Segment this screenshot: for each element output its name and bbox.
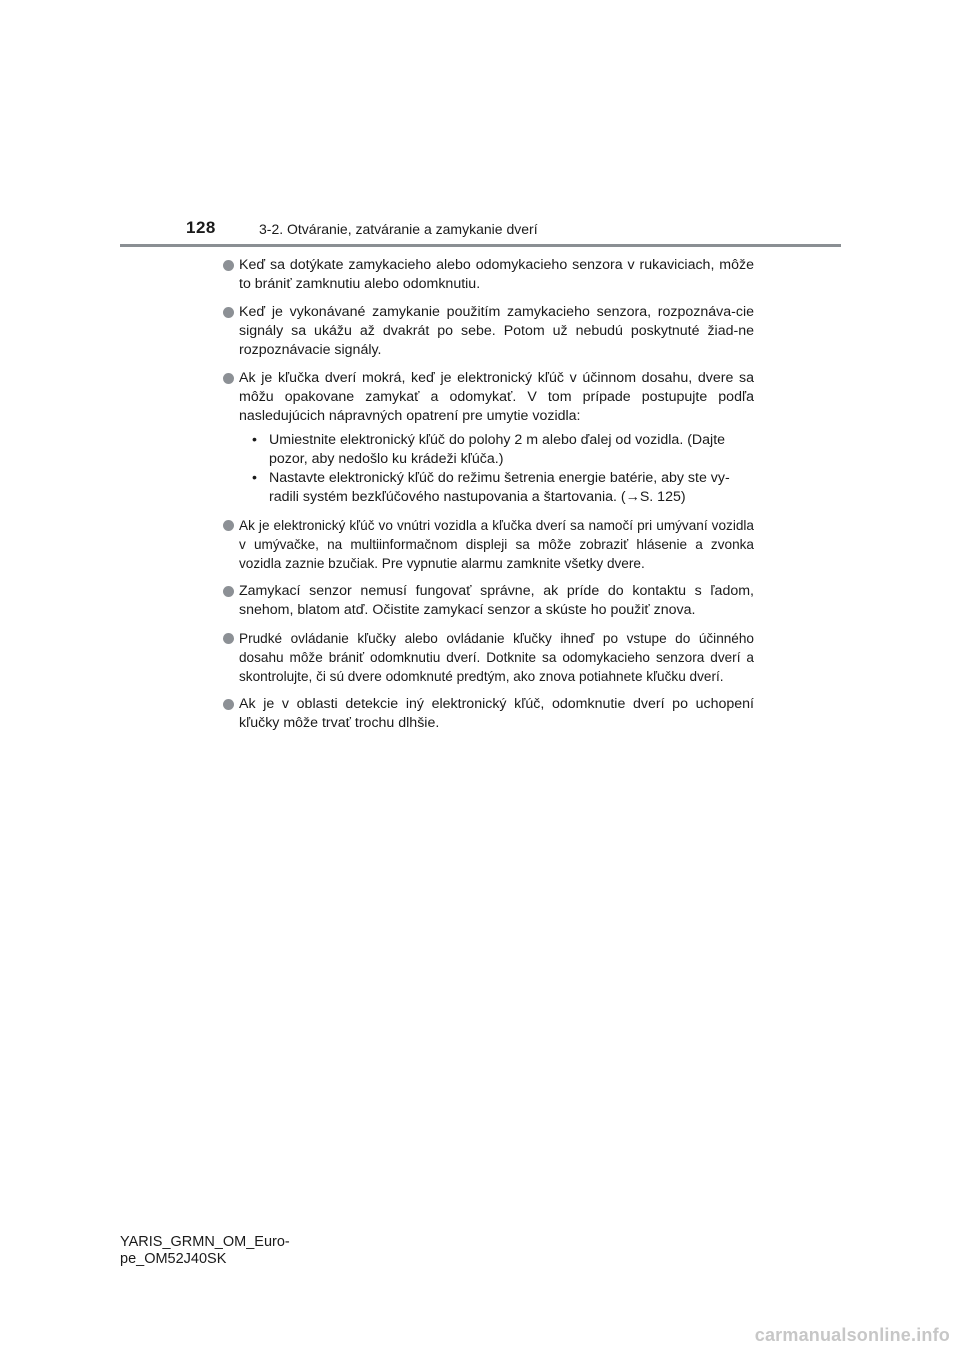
- page-number: 128: [186, 218, 216, 237]
- list-item: [222, 695, 754, 733]
- list-item: [222, 516, 754, 573]
- sub-bullet-marker: •: [252, 470, 257, 486]
- bullet-dot-icon: [223, 699, 234, 710]
- site-watermark: carmanualsonline.info: [754, 1325, 950, 1345]
- sub-list-item: [239, 431, 754, 469]
- list-item: [222, 369, 754, 507]
- list-item: [222, 256, 754, 294]
- document-code-line: YARIS_GRMN_OM_Euro-: [120, 1234, 290, 1250]
- bullet-dot-icon: [223, 520, 234, 531]
- bullet-dot-icon: [223, 633, 234, 644]
- sub-list-item-text: Nastavte elektronický kľúč do režimu šetrenia energie batérie, aby ste vy-radili systém bezkľúčového nastupovania a štartovania. (→S. 125): [269, 470, 730, 505]
- sub-list: [239, 431, 754, 507]
- bullet-dot-icon: [223, 373, 234, 384]
- list-item-text: Ak je kľučka dverí mokrá, keď je elektronický kľúč v účinnom dosahu, dvere sa môžu opakovane zamykať a odomykať. V tom prípade postupujte podľa nasledujúcich nápravných opatrení pre umytie vozidla:: [239, 370, 754, 424]
- bullet-dot-icon: [223, 260, 234, 271]
- list-item-text: Ak je elektronický kľúč vo vnútri vozidla a kľučka dverí sa namočí pri umývaní vozidla v umývačke, na multiinformačnom displeji sa môže zobraziť hlásenie a zvonka vozidla zaznie bzučiak. Pre vypnutie alarmu zamknite všetky dvere.: [239, 518, 754, 571]
- sub-bullet-marker: •: [252, 432, 257, 448]
- list-item-text: Zamykací senzor nemusí fungovať správne, ak príde do kontaktu s ľadom, snehom, blatom atď. Očistite zamykací senzor a skúste ho použiť znova.: [239, 583, 754, 618]
- list-item: [222, 303, 754, 360]
- list-item-text: Ak je v oblasti detekcie iný elektronický kľúč, odomknutie dverí po uchopení kľučky môže trvať trochu dlhšie.: [239, 696, 754, 731]
- document-code: [120, 1234, 290, 1268]
- sub-list-item: [239, 469, 754, 507]
- sub-list-item-text: Umiestnite elektronický kľúč do polohy 2 m alebo ďalej od vozidla. (Dajte pozor, aby nedošlo ku krádeži kľúča.): [269, 432, 726, 467]
- list-item: [222, 582, 754, 620]
- section-title: 3-2. Otváranie, zatváranie a zamykanie dverí: [259, 221, 538, 237]
- document-code-line: pe_OM52J40SK: [120, 1251, 227, 1267]
- bullet-dot-icon: [223, 586, 234, 597]
- header-divider: [120, 244, 841, 247]
- list-item-text: Prudké ovládanie kľučky alebo ovládanie kľučky ihneď po vstupe do účinného dosahu môže brániť odomknutiu dverí. Dotknite sa odomykacieho senzora dverí a skontrolujte, či sú dvere odomknuté predtým, ako znova potiahnete kľučku dverí.: [239, 631, 754, 684]
- bullet-dot-icon: [223, 307, 234, 318]
- list-item-text: Keď je vykonávané zamykanie použitím zamykacieho senzora, rozpoznáva-cie signály sa ukážu až dvakrát po sebe. Potom už nebudú poskytnuté žiad-ne rozpoznávacie signály.: [239, 304, 754, 358]
- list-item: [222, 629, 754, 686]
- bullet-list: [222, 256, 754, 742]
- list-item-text: Keď sa dotýkate zamykacieho alebo odomykacieho senzora v rukaviciach, môže to brániť zamknutiu alebo odomknutiu.: [239, 257, 754, 292]
